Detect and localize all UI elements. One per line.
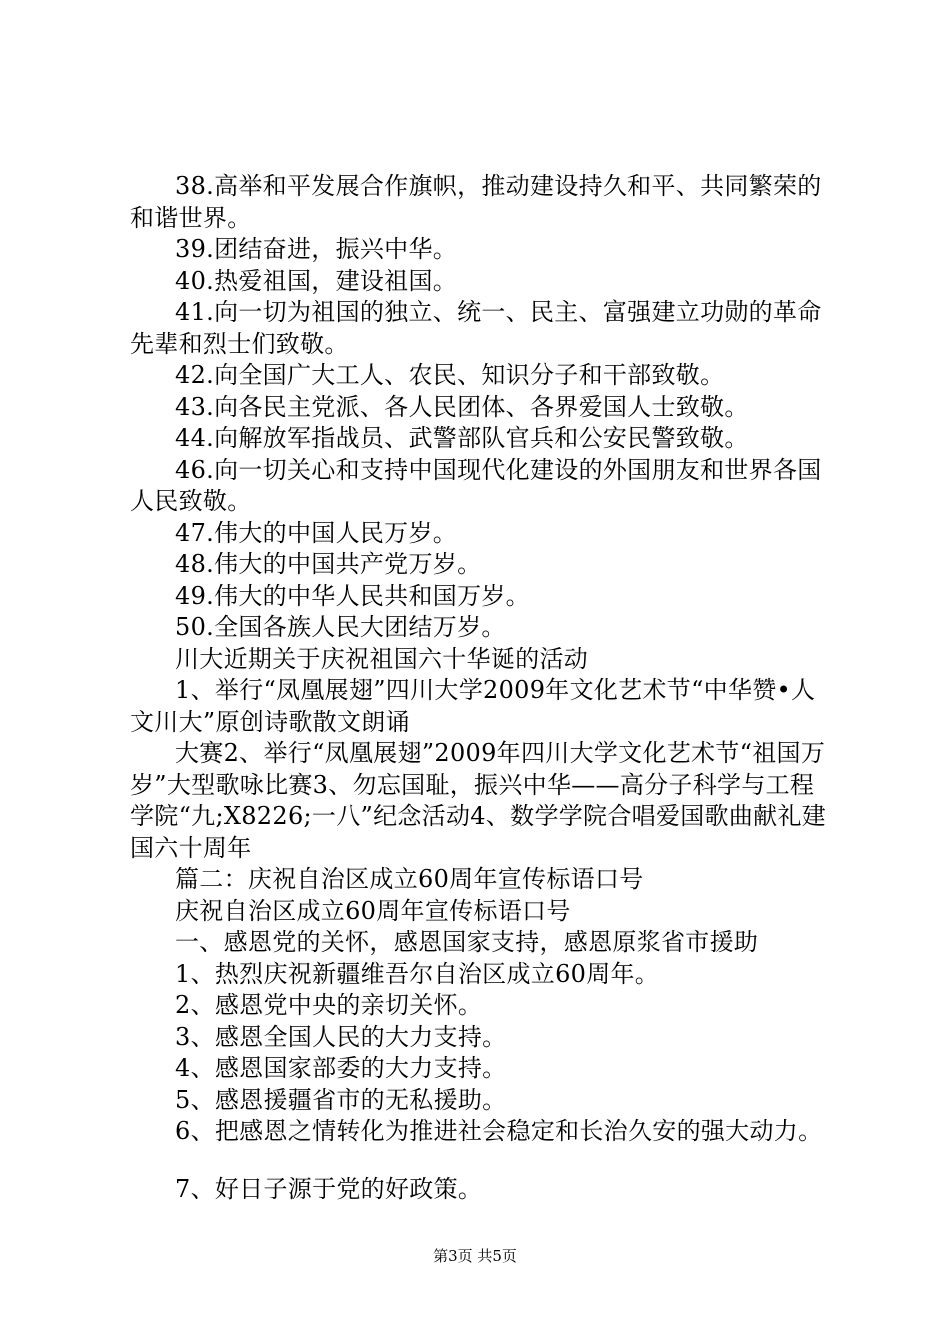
- paragraph: 大赛2、举行“凤凰展翅”2009年四川大学文化艺术节“祖国万岁”大型歌咏比赛3、勿忘国耻，振兴中华——高分子科学与工程学院“九;X8226;一八”纪念活动4、数学学院合唱爱国歌曲献礼建国六十周年: [130, 739, 827, 862]
- document-body: [130, 171, 836, 1205]
- section-heading: 一、感恩党的关怀，感恩国家支持，感恩原浆省市援助: [175, 928, 759, 956]
- paragraph: 49.伟大的中华人民共和国万岁。: [175, 581, 530, 610]
- list-item: 4、感恩国家部委的大力支持。: [175, 1054, 507, 1082]
- paragraph: 41.向一切为祖国的独立、统一、民主、富强建立功勋的革命先辈和烈士们致敬。: [130, 298, 822, 358]
- paragraph: 1、举行“凤凰展翅”四川大学2009年文化艺术节“中华赞•人文川大”原创诗歌散文朗诵: [130, 676, 816, 736]
- paragraph: 42.向全国广大工人、农民、知识分子和干部致敬。: [175, 361, 725, 389]
- paragraph: 39.团结奋进，振兴中华。: [175, 235, 458, 263]
- paragraph: 43.向各民主党派、各人民团体、各界爱国人士致敬。: [175, 392, 749, 421]
- list-item: 3、感恩全国人民的大力支持。: [175, 1022, 507, 1051]
- section-heading: 篇二：庆祝自治区成立60周年宣传标语口号: [175, 865, 644, 893]
- list-item: 6、把感恩之情转化为推进社会稳定和长治久安的强大动力。: [175, 1117, 823, 1145]
- paragraph: 38.高举和平发展合作旗帜，推动建设持久和平、共同繁荣的和谐世界。: [130, 172, 822, 232]
- paragraph: 48.伟大的中国共产党万岁。: [175, 550, 482, 578]
- section-heading: 川大近期关于庆祝祖国六十华诞的活动: [175, 644, 589, 673]
- paragraph: 50.全国各族人民大团结万岁。: [175, 613, 506, 641]
- page-number-footer: 第3页 共5页: [433, 1247, 517, 1265]
- list-item: 1、热烈庆祝新疆维吾尔自治区成立60周年。: [175, 959, 660, 988]
- paragraph: 47.伟大的中国人民万岁。: [175, 518, 458, 547]
- paragraph: 40.热爱祖国，建设祖国。: [175, 266, 458, 295]
- paragraph: 44.向解放军指战员、武警部队官兵和公安民警致敬。: [175, 424, 749, 452]
- list-item: 5、感恩援疆省市的无私援助。: [175, 1085, 507, 1114]
- section-heading: 庆祝自治区成立60周年宣传标语口号: [175, 896, 571, 925]
- paragraph: 46.向一切关心和支持中国现代化建设的外国朋友和世界各国人民致敬。: [130, 455, 822, 515]
- list-item: 2、感恩党中央的亲切关怀。: [175, 991, 483, 1019]
- list-item: 7、好日子源于党的好政策。: [175, 1174, 483, 1203]
